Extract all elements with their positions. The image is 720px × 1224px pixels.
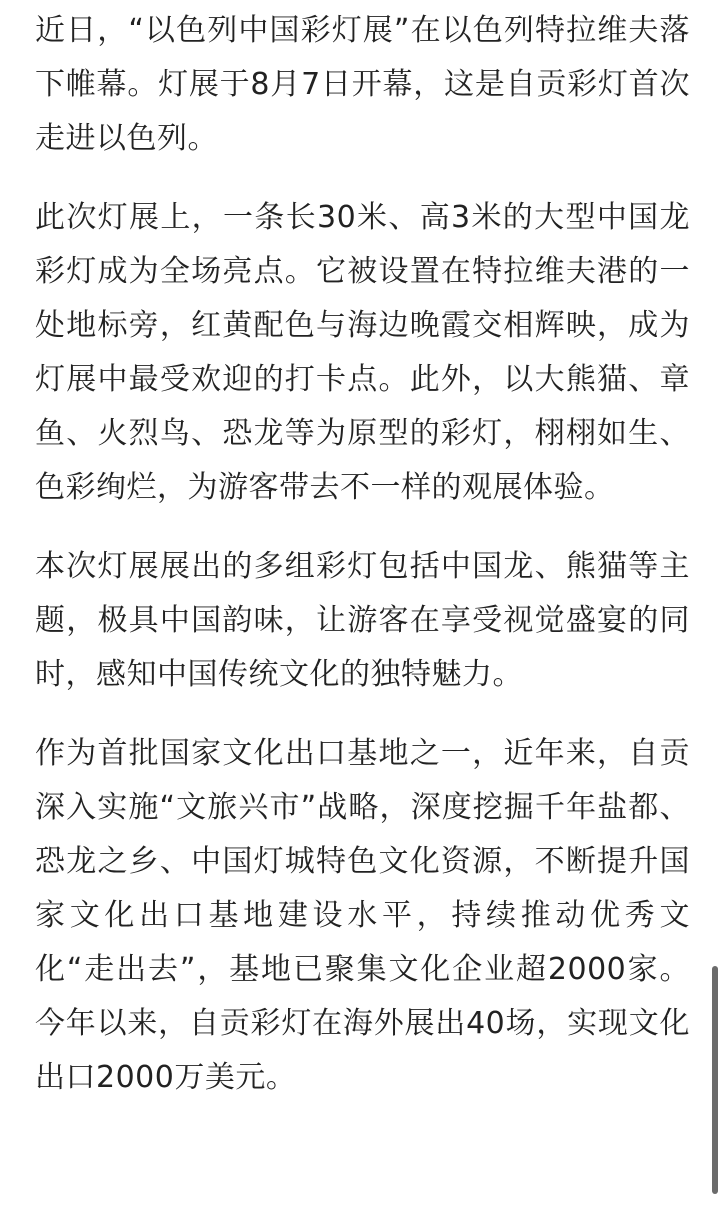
paragraph-3: 本次灯展展出的多组彩灯包括中国龙、熊猫等主题，极具中国韵味，让游客在享受视觉盛宴的同时，感知中国传统文化的独特魅力。 [35,549,690,692]
paragraph-2: 此次灯展上，一条长30米、高3米的大型中国龙彩灯成为全场亮点。它被设置在特拉维夫港的一处地标旁，红黄配色与海边晚霞交相辉映，成为灯展中最受欢迎的打卡点。此外，以大熊猫、章鱼、火烈鸟、恐龙等为原型的彩灯，栩栩如生、色彩绚烂，为游客带去不一样的观展体验。 [35,200,690,505]
scrollbar-thumb[interactable] [712,966,718,1194]
paragraph-1: 近日，“以色列中国彩灯展”在以色列特拉维夫落下帷幕。灯展于8月7日开幕，这是自贡彩灯首次走进以色列。 [35,13,690,156]
paragraph-4: 作为首批国家文化出口基地之一，近年来，自贡深入实施“文旅兴市”战略，深度挖掘千年盐都、恐龙之乡、中国灯城特色文化资源，不断提升国家文化出口基地建设水平，持续推动优秀文化“走出去”，基地已聚集文化企业超2000家。今年以来，自贡彩灯在海外展出40场，实现文化出口2000万美元。 [35,736,690,1095]
